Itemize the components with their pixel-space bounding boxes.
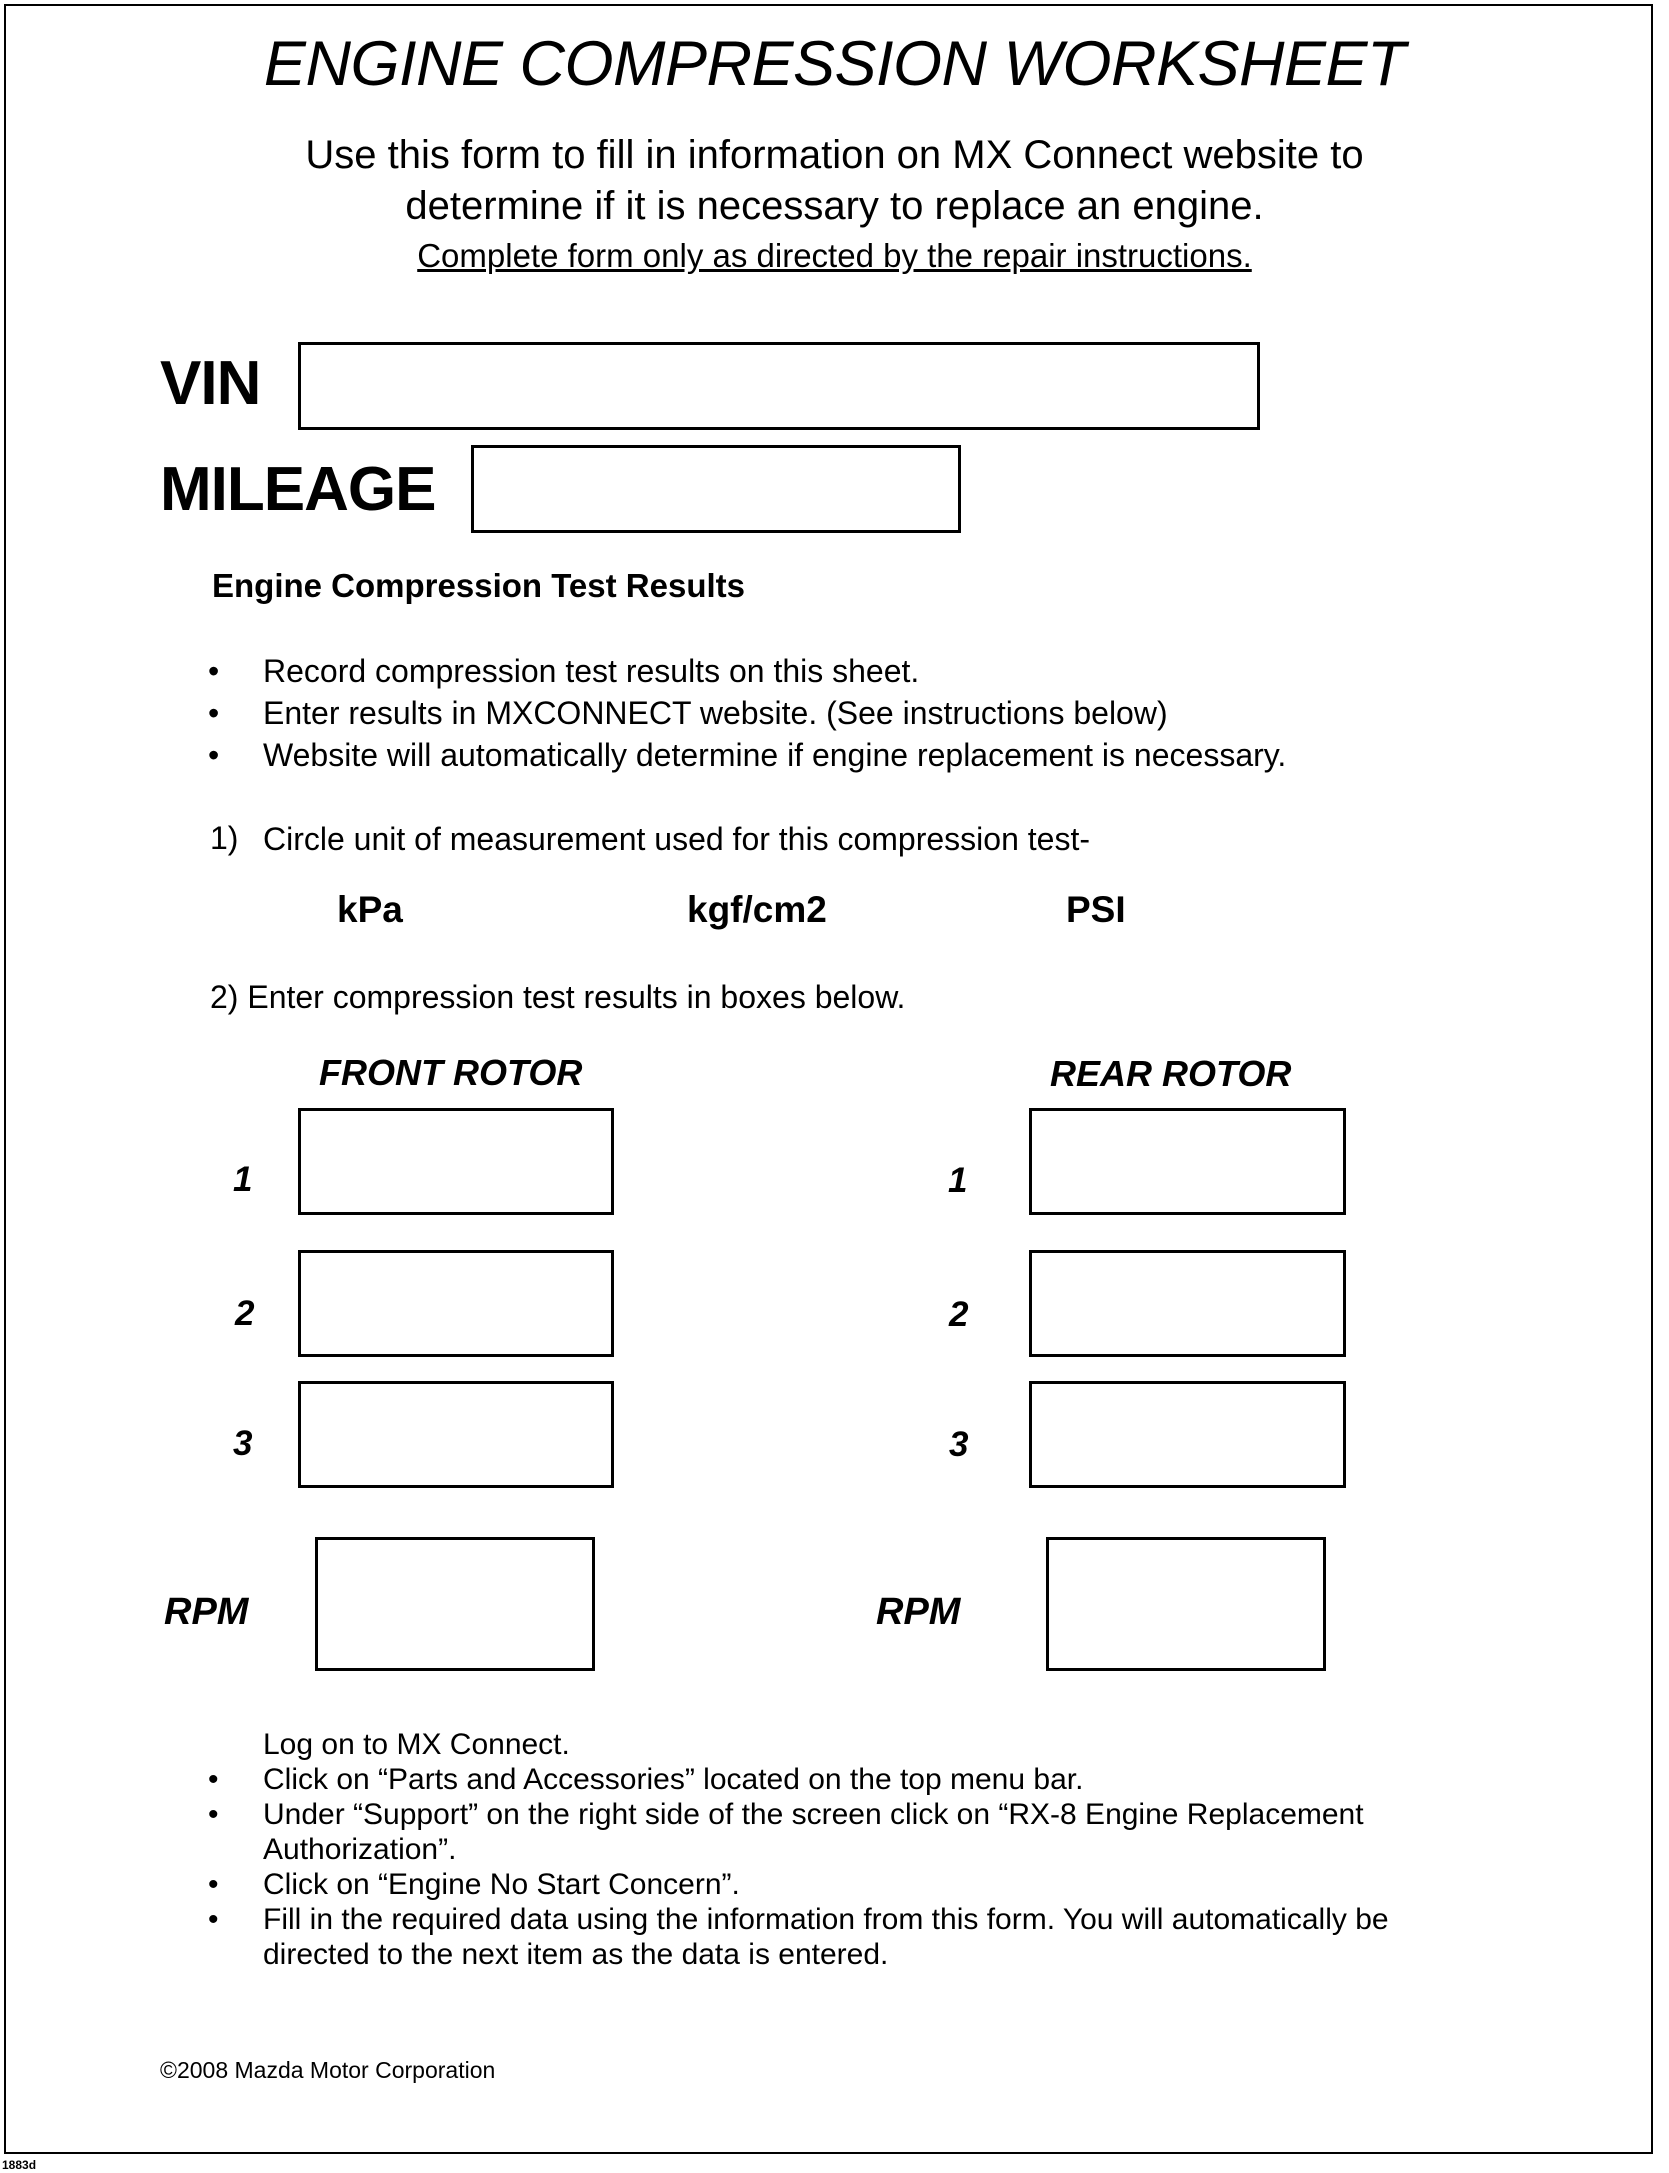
intro-underlined-text: Complete form only as directed by the repair instructions. — [417, 237, 1252, 274]
rear-rotor-heading: REAR ROTOR — [1050, 1053, 1292, 1094]
intro-line-1: Use this form to fill in information on MX Connect website to — [305, 133, 1364, 177]
front-rotor-heading: FRONT ROTOR — [319, 1052, 583, 1093]
front-cylinder-1-field[interactable] — [298, 1108, 614, 1215]
copyright: ©2008 Mazda Motor Corporation — [160, 2057, 496, 2083]
front-rpm-field[interactable] — [315, 1537, 595, 1671]
bullet-glyph: • — [208, 737, 220, 773]
rear-cylinder-3-field[interactable] — [1029, 1381, 1346, 1488]
results-bullet-1: Record compression test results on this sheet. — [263, 653, 920, 689]
intro-line-2: determine if it is necessary to replace an engine. — [405, 184, 1264, 228]
vin-field[interactable] — [298, 342, 1260, 430]
results-bullet-2: Enter results in MXCONNECT website. (See instructions below) — [263, 695, 1168, 731]
vin-label: VIN — [160, 349, 261, 418]
step-1-number: 1) — [210, 820, 239, 856]
front-cylinder-1-label: 1 — [233, 1160, 253, 1199]
results-bullet-3: Website will automatically determine if engine replacement is necessary. — [263, 737, 1287, 773]
bullet-glyph: • — [208, 1763, 219, 1796]
rear-cylinder-2-field[interactable] — [1029, 1250, 1346, 1357]
bullet-glyph: • — [208, 1903, 219, 1936]
document-id: 1883d — [2, 2158, 37, 2172]
rear-cylinder-2-label: 2 — [949, 1295, 969, 1334]
rear-cylinder-3-label: 3 — [949, 1425, 969, 1464]
front-cylinder-3-field[interactable] — [298, 1381, 614, 1488]
rear-rpm-label: RPM — [876, 1591, 961, 1633]
instructions-first-line: Log on to MX Connect. — [263, 1728, 570, 1761]
instructions-bullet-2-continued: Authorization”. — [263, 1833, 457, 1866]
bullet-glyph: • — [208, 1868, 219, 1901]
instructions-bullet-4-continued: directed to the next item as the data is entered. — [263, 1938, 889, 1971]
bullet-glyph: • — [208, 1798, 219, 1831]
page-title: ENGINE COMPRESSION WORKSHEET — [263, 29, 1406, 99]
mileage-field[interactable] — [471, 445, 961, 533]
rear-rpm-field[interactable] — [1046, 1537, 1326, 1671]
instructions-bullet-2: Under “Support” on the right side of the screen click on “RX-8 Engine Replacement — [263, 1798, 1364, 1831]
rear-cylinder-1-label: 1 — [948, 1161, 968, 1200]
results-heading: Engine Compression Test Results — [212, 567, 745, 604]
intro-line-3 — [0, 237, 1669, 275]
rear-cylinder-1-field[interactable] — [1029, 1108, 1346, 1215]
unit-kgf-cm2[interactable]: kgf/cm2 — [687, 889, 827, 930]
instructions-bullet-3: Click on “Engine No Start Concern”. — [263, 1868, 740, 1901]
instructions-bullet-4: Fill in the required data using the information from this form. You will automatically be — [263, 1903, 1389, 1936]
mileage-label: MILEAGE — [160, 455, 436, 524]
step-1-text: Circle unit of measurement used for this compression test- — [263, 821, 1090, 857]
front-cylinder-3-label: 3 — [233, 1424, 253, 1463]
bullet-glyph: • — [208, 695, 220, 731]
front-rpm-label: RPM — [164, 1591, 249, 1633]
front-cylinder-2-field[interactable] — [298, 1250, 614, 1357]
step-2-text: 2) Enter compression test results in boxes below. — [210, 979, 906, 1015]
bullet-glyph: • — [208, 653, 220, 689]
instructions-bullet-1: Click on “Parts and Accessories” located on the top menu bar. — [263, 1763, 1084, 1796]
unit-psi[interactable]: PSI — [1066, 889, 1126, 930]
front-cylinder-2-label: 2 — [235, 1294, 255, 1333]
unit-kpa[interactable]: kPa — [337, 889, 403, 930]
